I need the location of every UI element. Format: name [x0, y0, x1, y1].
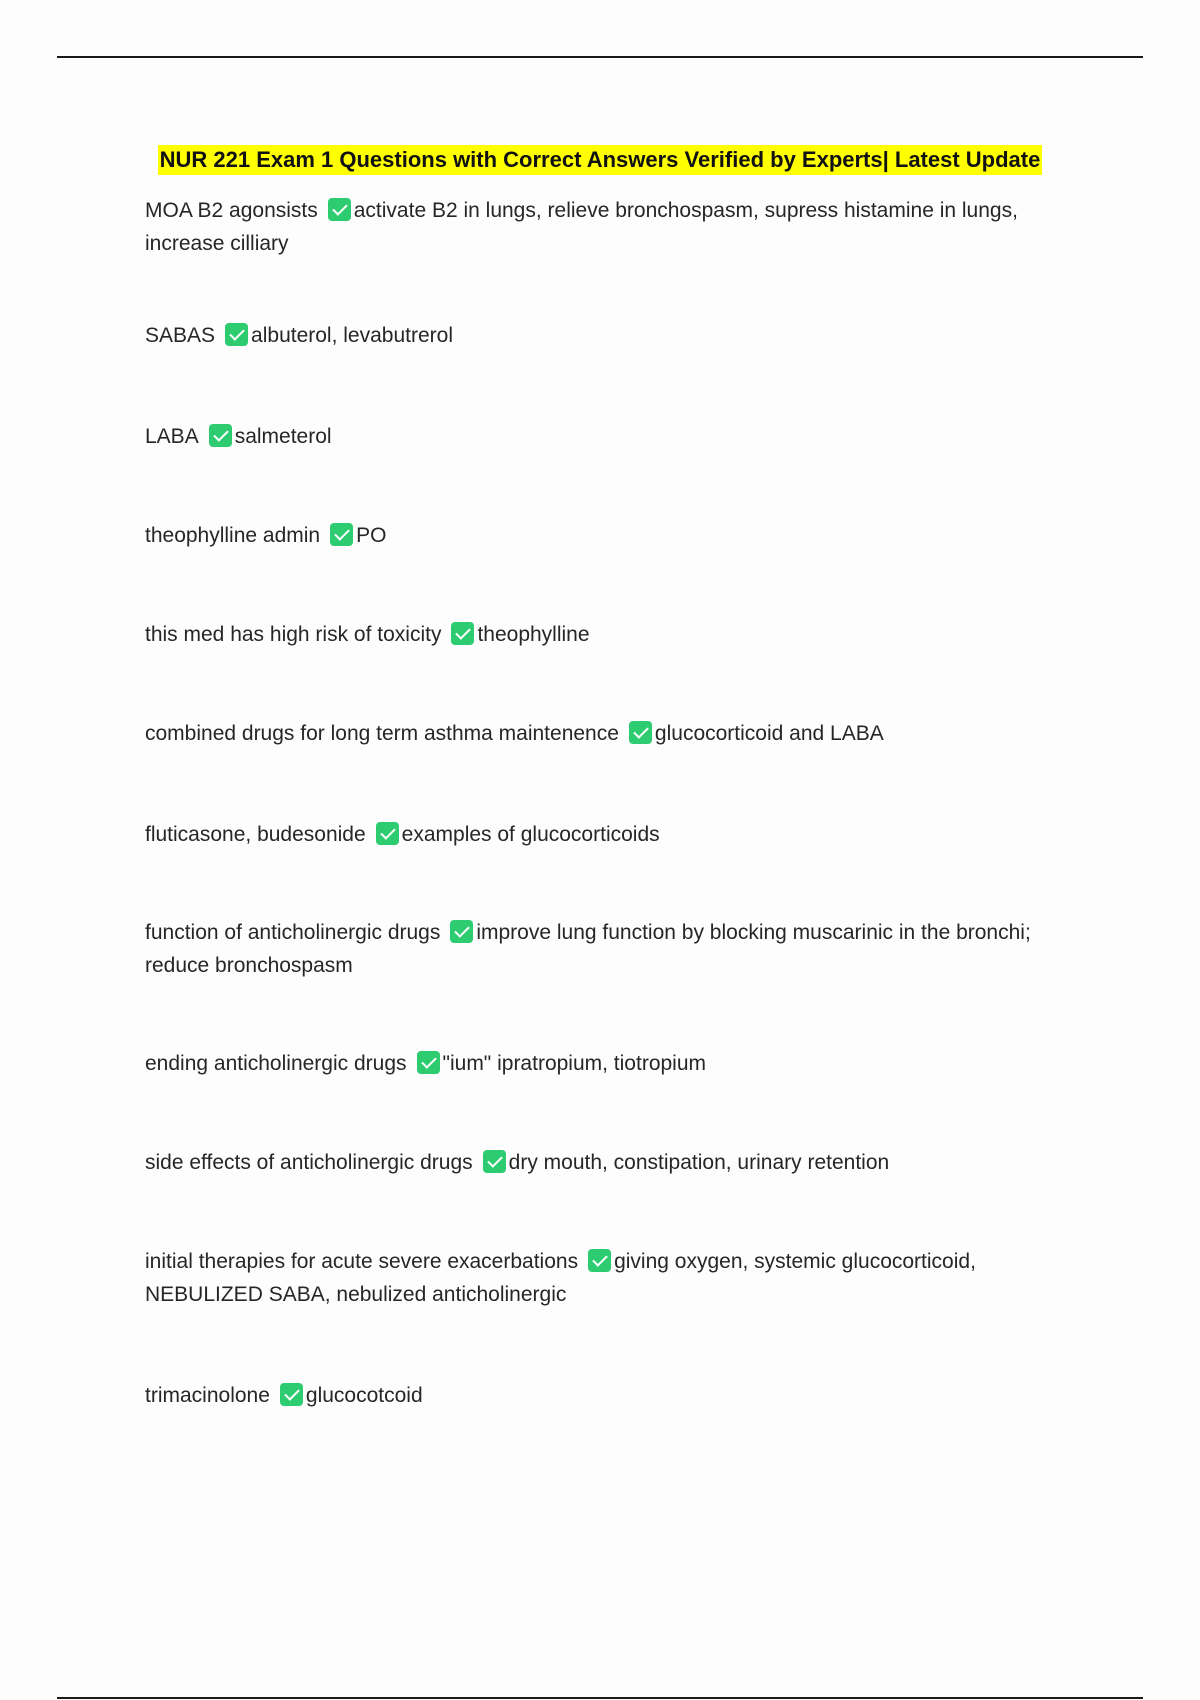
- qa-item: [145, 1146, 1065, 1179]
- header-rule: [57, 56, 1143, 58]
- qa-question: this med has high risk of toxicity: [145, 623, 442, 646]
- qa-item: [145, 194, 1065, 260]
- qa-question: side effects of anticholinergic drugs: [145, 1151, 473, 1174]
- qa-item: [145, 818, 1065, 851]
- qa-item: [145, 618, 1065, 651]
- qa-item: [145, 717, 1065, 750]
- qa-list: [145, 194, 1065, 1412]
- qa-answer: giving oxygen, systemic glucocorticoid, NEBULIZED SABA, nebulized anticholinergic: [145, 1250, 976, 1306]
- check-mark-icon: [376, 822, 399, 845]
- qa-answer: activate B2 in lungs, relieve bronchospasm, supress histamine in lungs, increase cilliary: [145, 199, 1018, 255]
- qa-question: theophylline admin: [145, 524, 321, 547]
- qa-question: SABAS: [145, 324, 216, 347]
- qa-question: function of anticholinergic drugs: [145, 921, 441, 944]
- check-mark-icon: [328, 198, 351, 221]
- qa-question: combined drugs for long term asthma maintenence: [145, 722, 619, 745]
- qa-answer: PO: [356, 524, 387, 547]
- qa-question: LABA: [145, 425, 199, 448]
- qa-item: [145, 916, 1065, 982]
- check-mark-icon: [209, 424, 232, 447]
- qa-item: [145, 1047, 1065, 1080]
- qa-answer: albuterol, levabutrerol: [251, 324, 453, 347]
- qa-answer: "ium" ipratropium, tiotropium: [442, 1052, 707, 1075]
- check-mark-icon: [588, 1249, 611, 1272]
- qa-question: initial therapies for acute severe exacerbations: [145, 1250, 579, 1273]
- qa-answer: theophylline: [477, 623, 590, 646]
- qa-answer: glucocotcoid: [305, 1384, 423, 1407]
- qa-answer: improve lung function by blocking muscarinic in the bronchi; reduce bronchospasm: [145, 921, 1031, 977]
- check-mark-icon: [451, 622, 474, 645]
- qa-question: MOA B2 agonsists: [145, 199, 318, 222]
- qa-item: [145, 1245, 1065, 1311]
- qa-answer: examples of glucocorticoids: [401, 823, 660, 846]
- document-title: NUR 221 Exam 1 Questions with Correct Answers Verified by Experts| Latest Update: [158, 145, 1043, 175]
- check-mark-icon: [450, 920, 473, 943]
- qa-question: trimacinolone: [145, 1384, 270, 1407]
- qa-item: [145, 1379, 1065, 1412]
- qa-answer: dry mouth, constipation, urinary retention: [508, 1151, 890, 1174]
- qa-item: [145, 420, 1065, 453]
- check-mark-icon: [280, 1383, 303, 1406]
- qa-answer: glucocorticoid and LABA: [654, 722, 884, 745]
- check-mark-icon: [225, 323, 248, 346]
- qa-item: [145, 519, 1065, 552]
- check-mark-icon: [483, 1150, 506, 1173]
- title-container: [0, 145, 1200, 175]
- check-mark-icon: [417, 1051, 440, 1074]
- qa-question: fluticasone, budesonide: [145, 823, 366, 846]
- qa-question: ending anticholinergic drugs: [145, 1052, 407, 1075]
- footer-rule: [57, 1697, 1143, 1699]
- check-mark-icon: [330, 523, 353, 546]
- qa-item: [145, 319, 1065, 352]
- check-mark-icon: [629, 721, 652, 744]
- qa-answer: salmeterol: [234, 425, 332, 448]
